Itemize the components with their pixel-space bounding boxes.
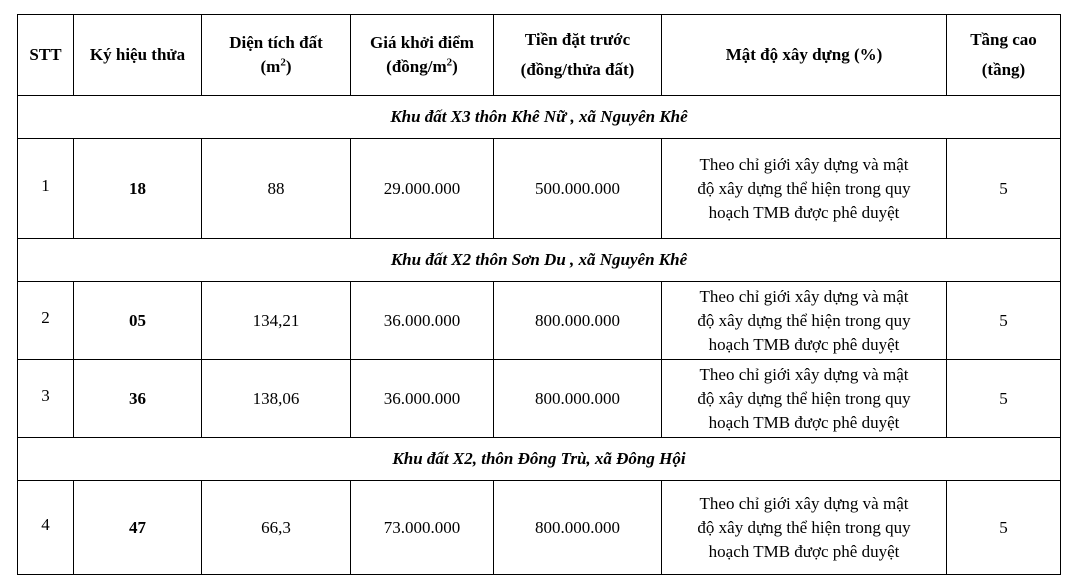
cell-deposit: 800.000.000 — [494, 360, 662, 438]
land-auction-table — [17, 14, 1061, 575]
cell-density: Theo chỉ giới xây dựng và mật độ xây dựng thể hiện trong quy hoạch TMB được phê duyệt — [662, 282, 947, 360]
header-price — [351, 15, 494, 96]
cell-price: 36.000.000 — [351, 360, 494, 438]
cell-stt: 2 — [18, 282, 74, 360]
header-floors-unit: (tầng) — [981, 60, 1026, 79]
header-deposit-label: Tiền đặt trước — [524, 30, 631, 49]
cell-area: 134,21 — [202, 282, 351, 360]
cell-lot: 05 — [74, 282, 202, 360]
header-floors-label: Tầng cao — [970, 30, 1037, 49]
cell-price: 36.000.000 — [351, 282, 494, 360]
group-title: Khu đất X3 thôn Khê Nữ , xã Nguyên Khê — [18, 96, 1061, 139]
table-row — [18, 481, 1061, 575]
cell-stt: 4 — [18, 481, 74, 575]
group-row — [18, 96, 1061, 139]
cell-price: 29.000.000 — [351, 139, 494, 239]
table-row — [18, 282, 1061, 360]
cell-stt: 3 — [18, 360, 74, 438]
header-row — [18, 15, 1061, 96]
header-floors — [947, 15, 1061, 96]
cell-lot: 36 — [74, 360, 202, 438]
header-price-label: Giá khởi điểm — [370, 33, 474, 52]
header-stt: STT — [18, 15, 74, 96]
cell-density: Theo chỉ giới xây dựng và mật độ xây dựng thể hiện trong quy hoạch TMB được phê duyệt — [662, 360, 947, 438]
cell-area: 88 — [202, 139, 351, 239]
header-area-unit: $(m^2)$ — [260, 56, 292, 76]
table-row — [18, 139, 1061, 239]
header-density: Mật độ xây dựng (%) — [662, 15, 947, 96]
cell-floors: 5 — [947, 360, 1061, 438]
header-price-unit: $(đồng/m^2)$ — [386, 56, 458, 76]
cell-floors: 5 — [947, 282, 1061, 360]
header-deposit-unit: (đồng/thửa đất) — [520, 60, 635, 79]
cell-density: Theo chỉ giới xây dựng và mật độ xây dựng thể hiện trong quy hoạch TMB được phê duyệt — [662, 481, 947, 575]
header-deposit — [494, 15, 662, 96]
cell-stt: 1 — [18, 139, 74, 239]
cell-lot: 18 — [74, 139, 202, 239]
group-title: Khu đất X2 thôn Sơn Du , xã Nguyên Khê — [18, 239, 1061, 282]
header-area — [202, 15, 351, 96]
cell-price: 73.000.000 — [351, 481, 494, 575]
cell-area: 66,3 — [202, 481, 351, 575]
cell-deposit: 800.000.000 — [494, 481, 662, 575]
cell-deposit: 500.000.000 — [494, 139, 662, 239]
cell-lot: 47 — [74, 481, 202, 575]
group-row — [18, 438, 1061, 481]
header-area-label: Diện tích đất — [229, 33, 323, 52]
cell-area: 138,06 — [202, 360, 351, 438]
group-row — [18, 239, 1061, 282]
cell-floors: 5 — [947, 139, 1061, 239]
cell-floors: 5 — [947, 481, 1061, 575]
group-title: Khu đất X2, thôn Đông Trù, xã Đông Hội — [18, 438, 1061, 481]
cell-deposit: 800.000.000 — [494, 282, 662, 360]
cell-density: Theo chỉ giới xây dựng và mật độ xây dựng thể hiện trong quy hoạch TMB được phê duyệt — [662, 139, 947, 239]
header-lot: Ký hiệu thửa — [74, 15, 202, 96]
table-row — [18, 360, 1061, 438]
